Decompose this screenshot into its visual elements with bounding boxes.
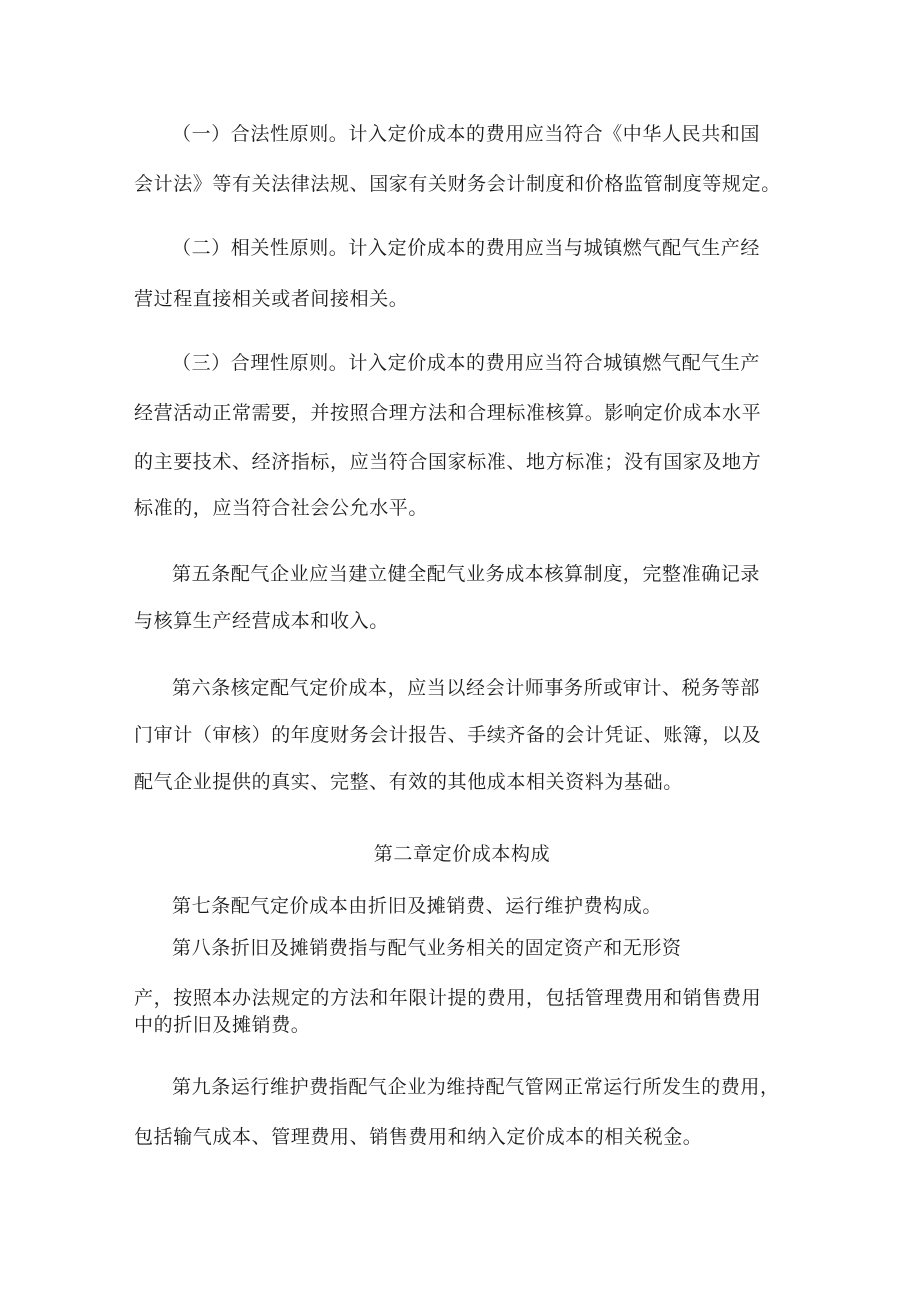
article-8-line-1: 第八条折旧及摊销费指与配气业务相关的固定资产和无形资 (172, 937, 682, 959)
article-6-line-1: 第六条核定配气定价成本，应当以经会计师事务所或审计、税务等部 (172, 677, 761, 699)
article-6-line-2: 门审计（审核）的年度财务会计报告、手续齐备的会计凭证、账簿，以及 (134, 724, 762, 746)
principle-reasonableness-line-2: 经营活动正常需要，并按照合理方法和合理标准核算。影响定价成本水平 (134, 402, 762, 424)
article-6-line-3: 配气企业提供的真实、完整、有效的其他成本相关资料为基础。 (134, 771, 683, 793)
principle-relevance-line-2: 营过程直接相关或者间接相关。 (134, 288, 409, 310)
principle-legality-line-1: （一）合法性原则。计入定价成本的费用应当符合《中华人民共和国 (172, 123, 761, 145)
principle-reasonableness-line-4: 标准的，应当符合社会公允水平。 (134, 497, 429, 519)
article-9-line-2: 包括输气成本、管理费用、销售费用和纳入定价成本的相关税金。 (134, 1126, 703, 1148)
principle-relevance-line-1: （二）相关性原则。计入定价成本的费用应当与城镇燃气配气生产经 (172, 237, 761, 259)
article-8-line-2: 产，按照本办法规定的方法和年限计提的费用，包括管理费用和销售费用 (134, 987, 762, 1009)
article-8-line-3: 中的折旧及摊销费。 (134, 1014, 311, 1036)
article-7-line-1: 第七条配气定价成本由折旧及摊销费、运行维护费构成。 (172, 895, 663, 917)
principle-legality-line-2: 会计法》等有关法律法规、国家有关财务会计制度和价格监管制度等规定。 (134, 173, 781, 195)
principle-reasonableness-line-1: （三）合理性原则。计入定价成本的费用应当符合城镇燃气配气生产 (172, 352, 761, 374)
article-9-line-1: 第九条运行维护费指配气企业为维持配气管网正常运行所发生的费用， (172, 1076, 780, 1098)
principle-reasonableness-line-3: 的主要技术、经济指标，应当符合国家标准、地方标准；没有国家及地方 (134, 451, 762, 473)
article-5-line-2: 与核算生产经营成本和收入。 (134, 610, 389, 632)
document-page (134, 0, 790, 1301)
article-5-line-1: 第五条配气企业应当建立健全配气业务成本核算制度，完整准确记录 (172, 563, 761, 585)
chapter-2-heading: 第二章定价成本构成 (373, 843, 551, 865)
